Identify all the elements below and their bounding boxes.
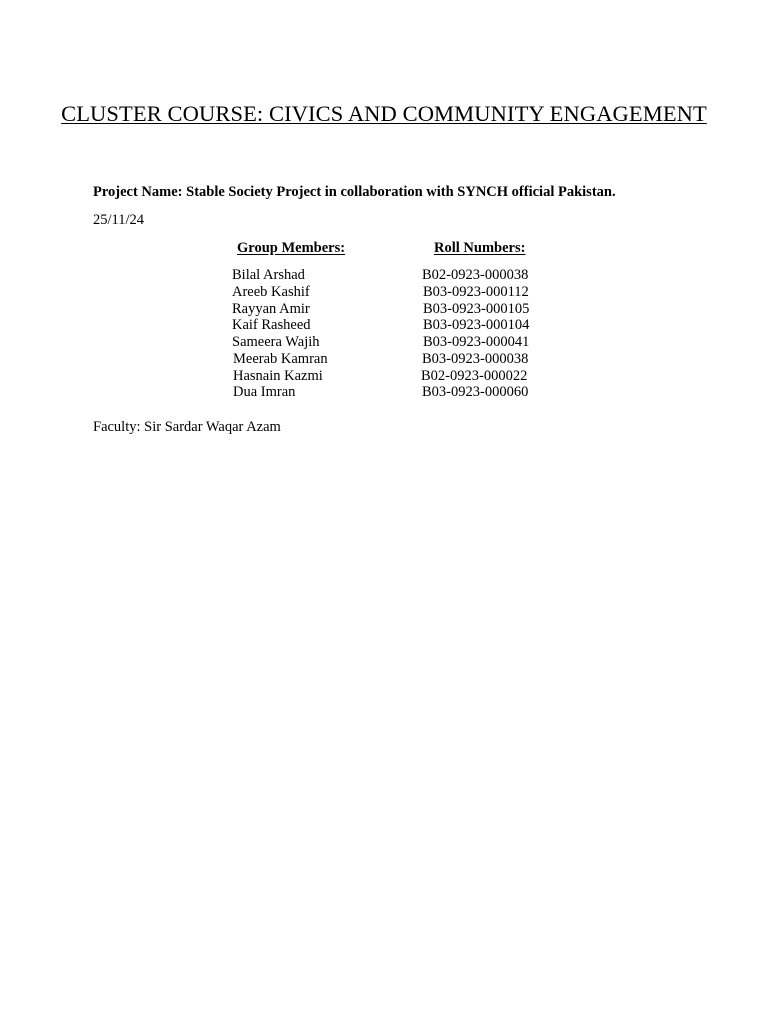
- members-list: [0, 267, 768, 401]
- member-roll-number: B03-0923-000105: [423, 300, 530, 317]
- member-roll-number: B03-0923-000104: [423, 317, 530, 334]
- document-title: CLUSTER COURSE: CIVICS AND COMMUNITY ENGAGEMENT: [61, 101, 707, 126]
- member-row: [0, 267, 768, 284]
- member-roll-number: B03-0923-000112: [423, 283, 529, 300]
- member-roll-number: B03-0923-000041: [423, 334, 530, 350]
- member-roll-number: B03-0923-000060: [422, 384, 529, 401]
- document-date: 25/11/24: [93, 212, 145, 228]
- member-name: Areeb Kashif: [232, 283, 310, 300]
- member-row: [0, 351, 768, 368]
- member-name: Hasnain Kazmi: [233, 367, 323, 384]
- member-name: Dua Imran: [233, 384, 296, 401]
- member-roll-number: B03-0923-000038: [422, 350, 529, 367]
- member-roll-number: B02-0923-000022: [421, 367, 528, 384]
- member-name: Kaif Rasheed: [232, 317, 311, 334]
- project-name-line: Project Name: Stable Society Project in collaboration with SYNCH official Pakistan.: [93, 184, 616, 200]
- member-name: Rayyan Amir: [232, 300, 310, 317]
- member-name: Meerab Kamran: [233, 350, 328, 367]
- roll-numbers-header: Roll Numbers:: [434, 240, 526, 256]
- faculty-line: Faculty: Sir Sardar Waqar Azam: [93, 419, 281, 435]
- member-name: Bilal Arshad: [232, 267, 305, 283]
- member-row: [0, 384, 768, 401]
- member-row: [0, 284, 768, 301]
- member-row: [0, 334, 768, 351]
- member-row: [0, 368, 768, 385]
- member-row: [0, 301, 768, 318]
- member-roll-number: B02-0923-000038: [422, 267, 529, 283]
- member-row: [0, 317, 768, 334]
- group-members-header: Group Members:: [237, 240, 346, 256]
- member-name: Sameera Wajih: [232, 334, 320, 350]
